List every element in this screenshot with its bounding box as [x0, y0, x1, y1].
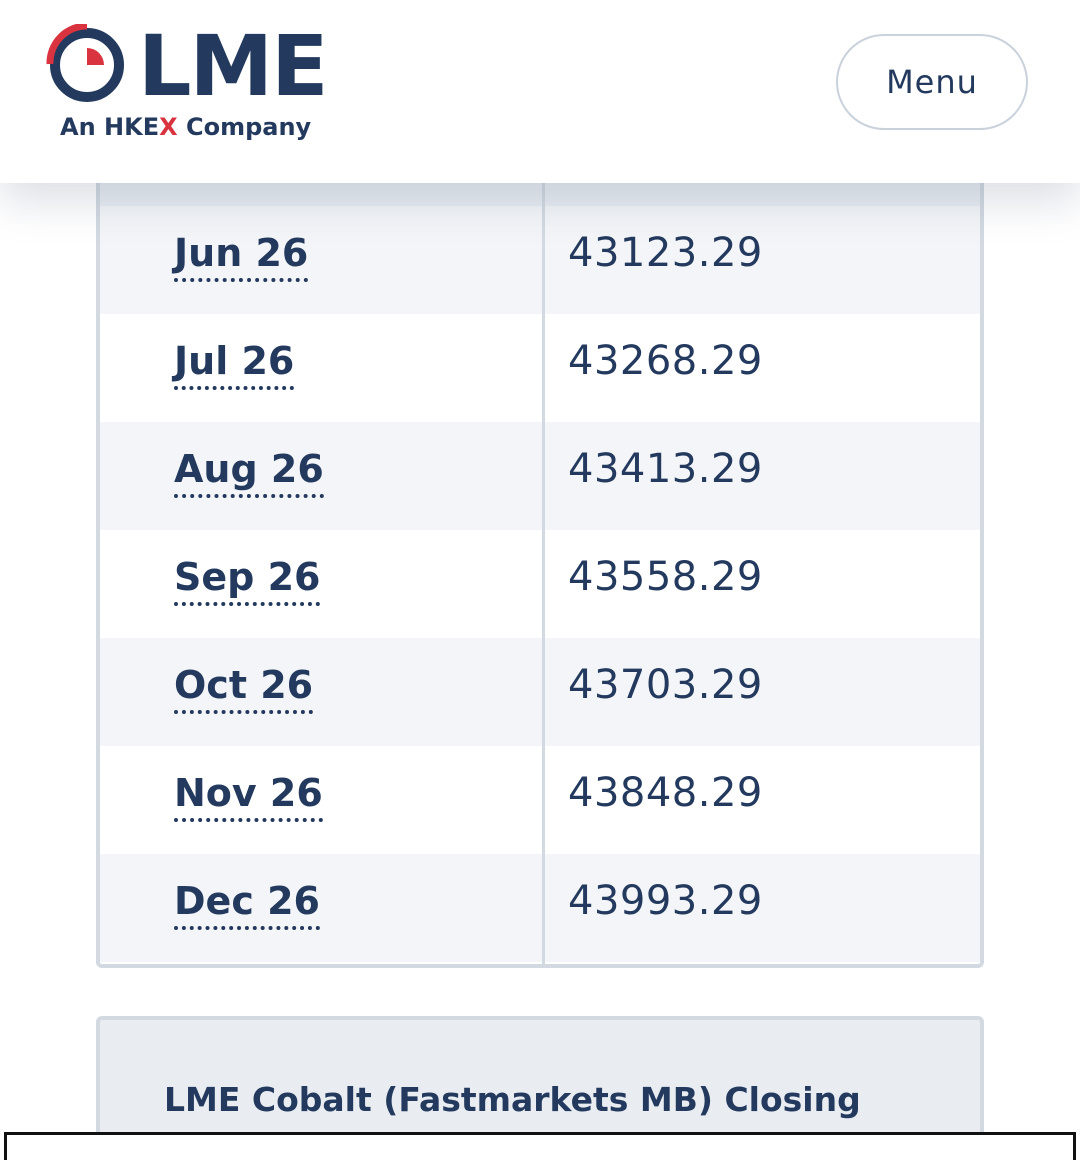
- price-cell: 43413.29: [568, 446, 763, 492]
- logo-wordmark: LME: [138, 17, 327, 115]
- bottom-overlay-bar: [4, 1132, 1076, 1160]
- price-cell: 43123.29: [568, 230, 763, 276]
- site-header: [0, 0, 1080, 183]
- table-row: [100, 422, 980, 530]
- logo-tagline: [60, 112, 311, 142]
- logo-tagline-suffix: Company: [177, 113, 312, 141]
- table-row: [100, 206, 980, 314]
- logo-tagline-prefix: An HKE: [60, 113, 160, 141]
- card-title: LME Cobalt (Fastmarkets MB) Closing: [164, 1080, 861, 1119]
- month-link[interactable]: Dec 26: [174, 878, 320, 930]
- prices-table: [96, 150, 984, 968]
- price-cell: 43268.29: [568, 338, 763, 384]
- table-row: [100, 746, 980, 854]
- table-row: [100, 314, 980, 422]
- month-link[interactable]: Jun 26: [174, 230, 308, 282]
- logo-tagline-x: X: [159, 113, 178, 141]
- menu-button[interactable]: Menu: [836, 34, 1028, 130]
- month-link[interactable]: Jul 26: [174, 338, 294, 390]
- price-cell: 43848.29: [568, 770, 763, 816]
- table-row: [100, 854, 980, 962]
- month-link[interactable]: Oct 26: [174, 662, 313, 714]
- column-divider: [542, 150, 545, 964]
- price-cell: 43558.29: [568, 554, 763, 600]
- price-cell: 43703.29: [568, 662, 763, 708]
- month-link[interactable]: Aug 26: [174, 446, 324, 498]
- lme-logo-icon: [46, 24, 128, 106]
- month-link[interactable]: Nov 26: [174, 770, 323, 822]
- price-cell: 43993.29: [568, 878, 763, 924]
- table-row: [100, 638, 980, 746]
- lme-logo[interactable]: [46, 17, 327, 154]
- month-link[interactable]: Sep 26: [174, 554, 320, 606]
- table-row: [100, 530, 980, 638]
